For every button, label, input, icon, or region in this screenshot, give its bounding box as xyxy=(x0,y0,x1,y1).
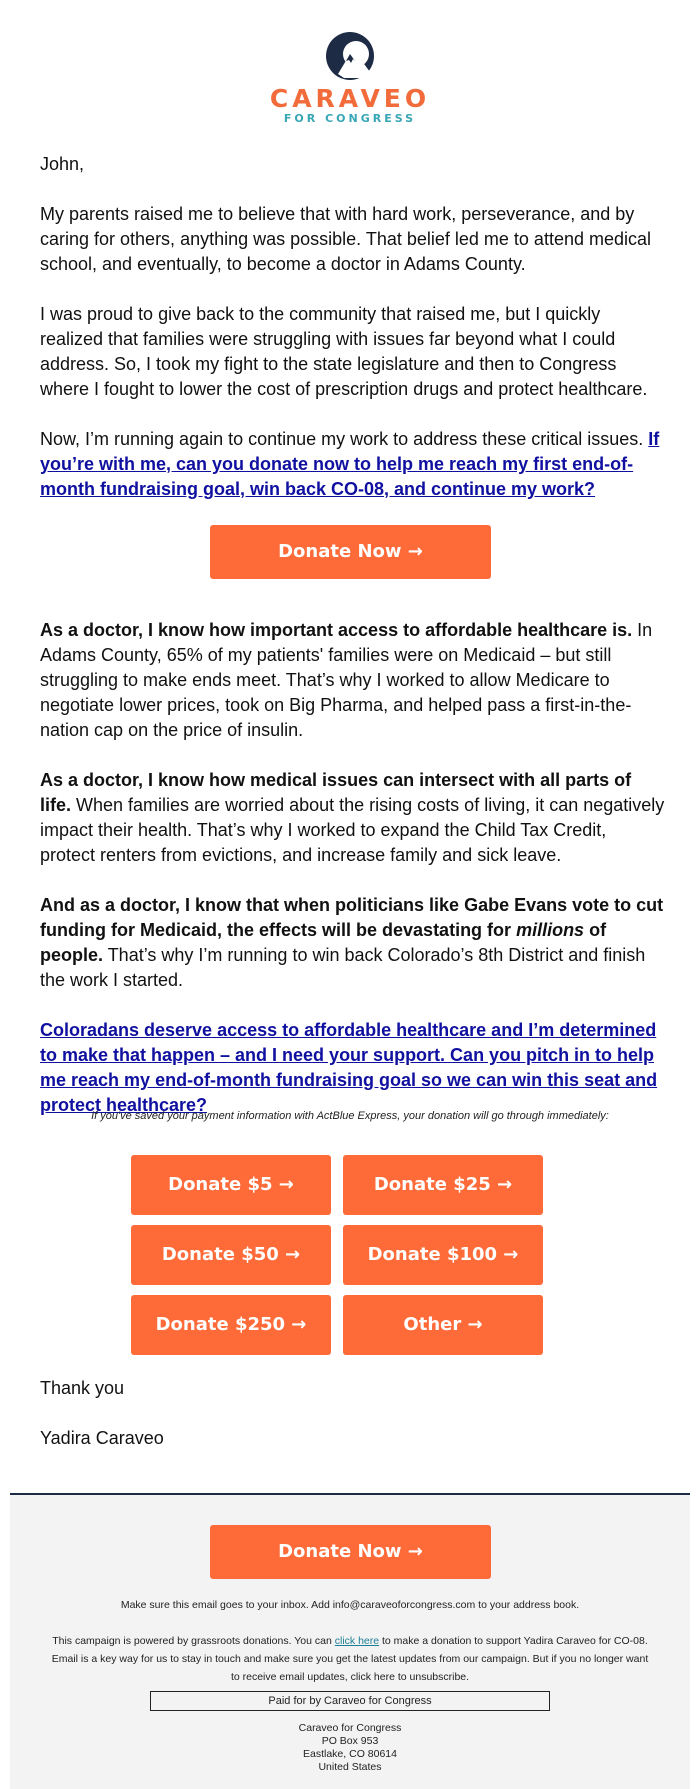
paragraph-5 xyxy=(40,768,665,868)
paragraph-5-text: When families are worried about the rising costs of living, it can negatively impact their health. That’s why I worked to expand the Child Tax Credit, protect renters from evictions, and increase family and sick leave. xyxy=(40,795,665,865)
paragraph-1: My parents raised me to believe that with hard work, perseverance, and by caring for others, anything was possible. That belief led me to attend medical school, and eventually, to become a doctor in Adams County. xyxy=(40,204,652,274)
paragraph-3 xyxy=(40,427,665,502)
donate-100-button[interactable]: Donate $100 → xyxy=(343,1225,543,1285)
donate-250-button[interactable]: Donate $250 → xyxy=(131,1295,331,1355)
donate-other-button[interactable]: Other → xyxy=(343,1295,543,1355)
inbox-note: Make sure this email goes to your inbox. Add info@caraveoforcongress.com to your address book. xyxy=(120,1599,580,1611)
paragraph-6-text: That’s why I’m running to win back Colorado’s 8th District and finish the work I started. xyxy=(40,945,646,990)
paragraph-6 xyxy=(40,893,665,993)
donate-now-button[interactable]: Donate Now → xyxy=(210,525,491,579)
email-footer xyxy=(10,1495,690,1789)
address-line: Caraveo for Congress xyxy=(298,1722,402,1734)
paragraph-6-lead-b: of people. xyxy=(40,920,607,965)
actblue-express-note: If you've saved your payment information with ActBlue Express, your donation will go through immediately: xyxy=(91,1110,609,1122)
mailing-address xyxy=(10,1722,690,1774)
powered-note xyxy=(50,1632,650,1686)
greeting: John, xyxy=(40,154,85,174)
donate-25-button[interactable]: Donate $25 → xyxy=(343,1155,543,1215)
address-line: PO Box 953 xyxy=(321,1735,379,1747)
address-line: Eastlake, CO 80614 xyxy=(303,1748,397,1760)
donate-50-button[interactable]: Donate $50 → xyxy=(131,1225,331,1285)
logo-name: CARAVEO xyxy=(269,84,431,113)
footer-donate-now-button[interactable]: Donate Now → xyxy=(210,1525,491,1579)
paragraph-3-text: Now, I’m running again to continue my work to address these critical issues. xyxy=(40,429,649,449)
letter-body xyxy=(40,152,665,1143)
powered-text-b: to make a donation to support Yadira Caraveo for CO-08. Email is a key way for us to stay in touch and make sure you get the latest updates from our campaign. But if you no longer want to receive email updates, click here to unsubscribe. xyxy=(51,1635,649,1683)
pitch-in-link[interactable]: Coloradans deserve access to affordable healthcare and I’m determined to make that happen – and I need your support. Can you pitch in to help me reach my end-of-month fundraising goal so we can win this seat and protect healthcare? xyxy=(40,1020,658,1115)
paragraph-2: I was proud to give back to the community that raised me, but I quickly realized that families were struggling with issues far beyond what I could address. So, I took my fight to the state legislature and then to Congress where I fought to lower the cost of prescription drugs and protect healthcare. xyxy=(40,304,648,399)
paragraph-4-lead: As a doctor, I know how important access to affordable healthcare is. xyxy=(40,620,633,640)
logo-subtitle: FOR CONGRESS xyxy=(283,112,417,125)
donate-ask-link[interactable]: If you’re with me, can you donate now to help me reach my first end-of-month fundraising goal, win back CO-08, and continue my work? xyxy=(40,429,660,499)
paragraph-4 xyxy=(40,618,665,743)
campaign-logo xyxy=(0,30,700,126)
donate-5-button[interactable]: Donate $5 → xyxy=(131,1155,331,1215)
thanks-text: Thank you xyxy=(40,1378,125,1398)
paragraph-6-lead-a: And as a doctor, I know that when politicians like Gabe Evans vote to cut funding for Medicaid, the effects will be devastating for xyxy=(40,895,664,940)
paid-for-disclaimer: Paid for by Caraveo for Congress xyxy=(150,1691,550,1711)
signature-name: Yadira Caraveo xyxy=(40,1428,164,1448)
address-line: United States xyxy=(318,1761,382,1773)
paragraph-5-lead: As a doctor, I know how medical issues can intersect with all parts of life. xyxy=(40,770,632,815)
click-here-link[interactable]: click here xyxy=(334,1635,380,1647)
signoff xyxy=(40,1376,164,1476)
powered-text-a: This campaign is powered by grassroots donations. You can xyxy=(52,1635,335,1647)
mountain-c-logo-icon xyxy=(324,30,376,82)
paragraph-6-emphasis: millions xyxy=(516,920,585,940)
paragraph-4-text: In Adams County, 65% of my patients' families were on Medicaid – but still struggling to make ends meet. That’s why I worked to allow Medicare to negotiate lower prices, took on Big Pharma, and helped pass a first-in-the-nation cap on the price of insulin. xyxy=(40,620,653,740)
paragraph-7 xyxy=(40,1018,665,1118)
